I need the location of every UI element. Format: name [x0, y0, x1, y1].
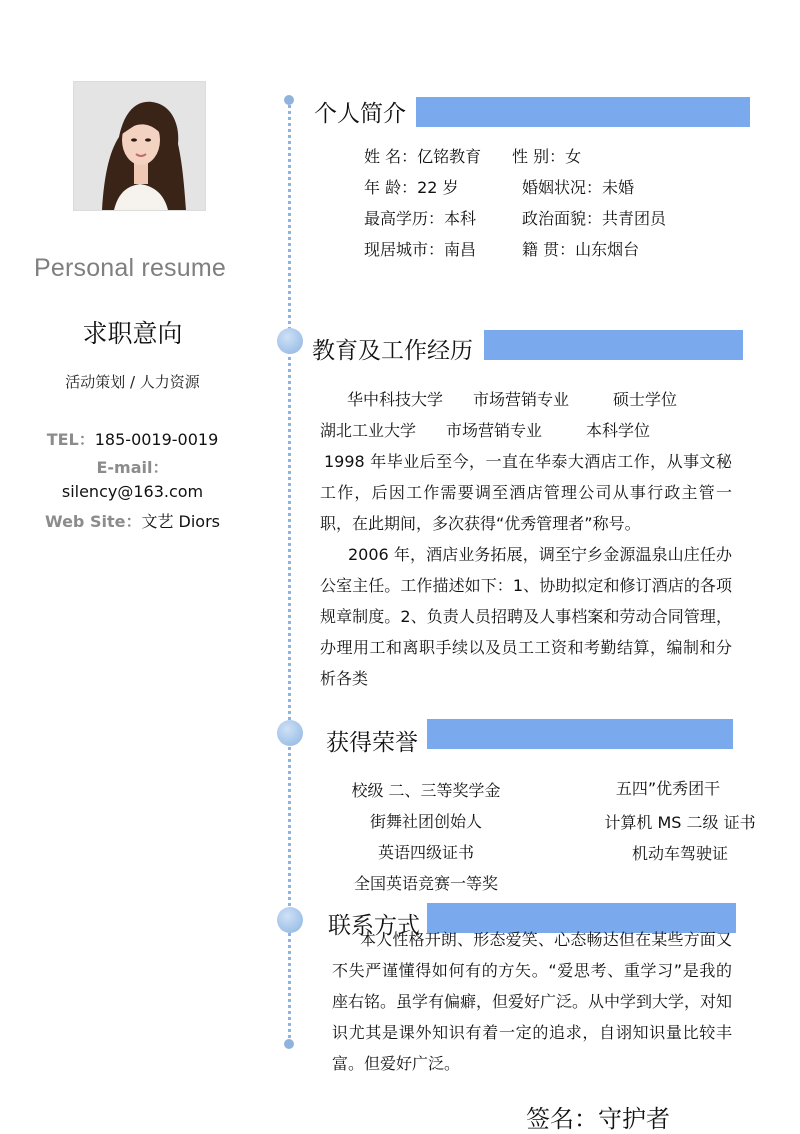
portrait-image [74, 82, 205, 210]
honors-title: 获得荣誉 [326, 730, 418, 756]
timeline-end-dot [284, 1039, 294, 1049]
experience-title: 教育及工作经历 [312, 338, 473, 364]
info-education [364, 206, 476, 229]
edu-school: 湖北工业大学 [320, 421, 417, 440]
honors-title-bar [427, 719, 733, 749]
experience-paragraph-1: 1998 年毕业后至今，一直在华泰大酒店工作，从事文秘工作，后因工作需要调至酒店管理公司从事行政主管一职，在此期间，多次获得“优秀管理者”称号。 [320, 452, 732, 533]
info-city [364, 237, 476, 260]
resume-title-en: Personal resume [34, 254, 226, 282]
signature: 签名：守护者 [526, 1105, 670, 1133]
info-label: 政治面貌： [522, 209, 603, 228]
info-marital [522, 175, 634, 198]
experience-paragraph-2: 2006 年，酒店业务拓展，调至宁乡金源温泉山庄任办公室主任。工作描述如下：1、协助拟定和修订酒店的各项规章制度。2、负责人员招聘及人事档案和劳动合同管理，办理用工和离职手续以及员工工资和考勤结算，编制和分析各类 [320, 545, 732, 688]
info-political [522, 206, 666, 229]
profile-photo [73, 81, 206, 211]
honor-item-wrapped [600, 807, 760, 879]
info-value: 22 岁 [417, 178, 459, 197]
website-label: Web Site： [44, 512, 142, 531]
contact-paragraph: 本人性格开朗、形态爱笑、心态畅达但在某些方面又不失严谨懂得如何有的方矢。“爱思考、重学习”是我的座右铭。虽学有偏癖，但爱好广泛。从中学到大学，对知识尤其是课外知识有着一定的追求，自诩知识量比较丰富。但爱好广泛。 [332, 930, 733, 1073]
honor-item: 英语四级证书 [377, 843, 474, 862]
job-intent-value: 活动策划 / 人力资源 [65, 373, 200, 391]
info-value: 女 [565, 147, 582, 166]
timeline-line [288, 100, 291, 1044]
info-age [364, 175, 459, 198]
intro-title: 个人简介 [314, 101, 406, 127]
email-value: silency@163.com [61, 482, 204, 501]
website-row [0, 509, 265, 532]
info-value: 共青团员 [602, 209, 667, 228]
info-label: 性 别： [512, 147, 566, 166]
timeline-start-dot [284, 95, 294, 105]
info-label: 现居城市： [364, 240, 445, 259]
info-value: 亿铭教育 [417, 147, 482, 166]
edu-degree: 本科学位 [586, 421, 651, 440]
info-value: 未婚 [602, 178, 635, 197]
info-label: 最高学历： [364, 209, 445, 228]
info-label: 婚姻状况： [522, 178, 603, 197]
contact-title: 联系方式 [328, 913, 420, 939]
info-hometown [522, 237, 639, 260]
info-label: 籍 贯： [522, 240, 576, 259]
edu-major: 市场营销专业 [446, 421, 543, 440]
email-label-row [0, 455, 265, 478]
info-label: 年 龄： [364, 178, 418, 197]
honor-item: 全国英语竞赛一等奖 [353, 874, 498, 893]
info-gender [512, 144, 581, 167]
info-value: 山东烟台 [575, 240, 640, 259]
honor-item: 计算机 MS 二级 证书 [604, 813, 756, 832]
website-value: 文艺 Diors [141, 512, 221, 531]
timeline-node-contact [277, 907, 303, 933]
edu-major: 市场营销专业 [473, 390, 570, 409]
email-label: E-mail： [96, 458, 169, 477]
honor-item: 机动车驾驶证 [631, 844, 728, 863]
edu-school: 华中科技大学 [347, 390, 444, 409]
info-label: 姓 名： [364, 147, 418, 166]
honor-item: 校级 二、三等奖学金 [351, 781, 501, 800]
honor-item: 五四”优秀团干 [615, 779, 721, 798]
info-name [364, 144, 481, 167]
experience-title-bar [484, 330, 743, 360]
tel-label: TEL： [46, 430, 95, 449]
timeline-node-experience [277, 328, 303, 354]
tel-row [0, 427, 265, 450]
info-value: 南昌 [444, 240, 477, 259]
timeline-node-honors [277, 720, 303, 746]
honor-item: 街舞社团创始人 [369, 812, 482, 831]
edu-degree: 硕士学位 [613, 390, 678, 409]
info-value: 本科 [444, 209, 477, 228]
job-intent-heading: 求职意向 [82, 319, 183, 348]
intro-title-bar [416, 97, 750, 127]
tel-value: 185-0019-0019 [94, 430, 219, 449]
